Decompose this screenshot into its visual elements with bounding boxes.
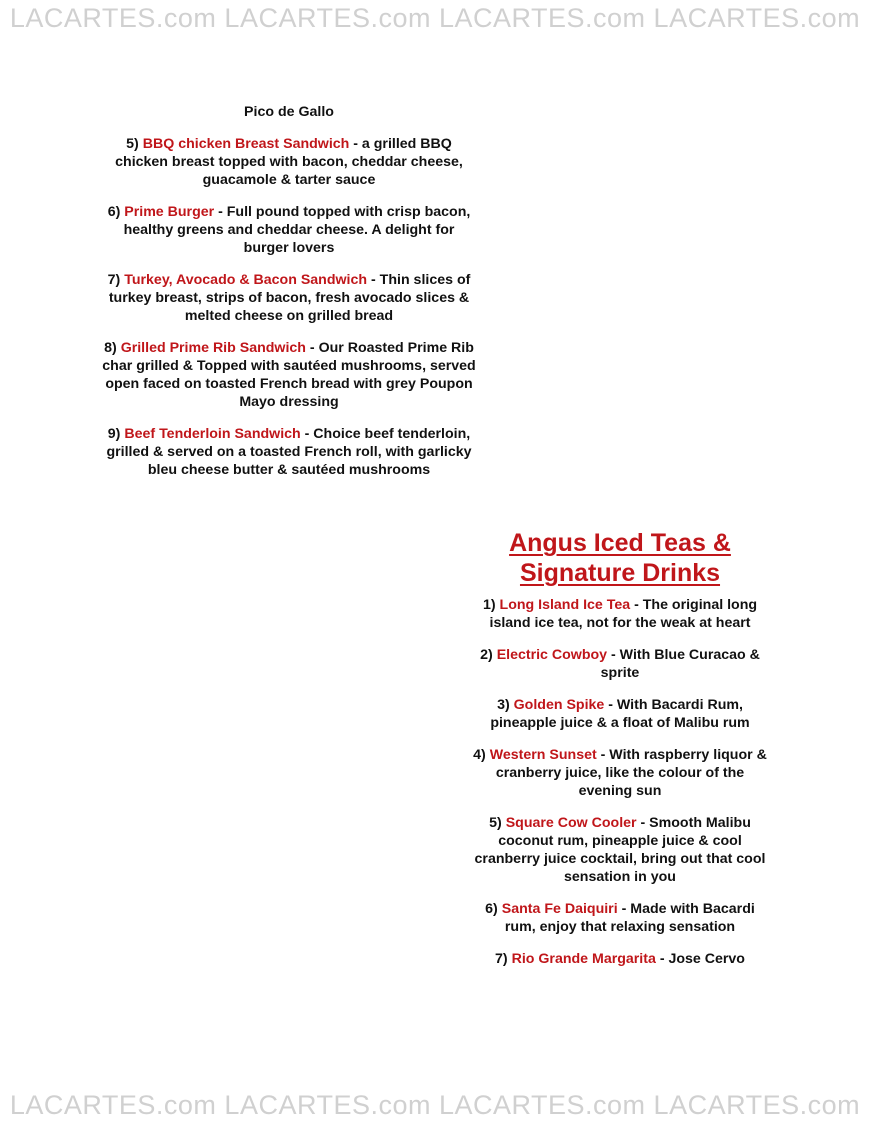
item-description: - Our Roasted Prime Rib char grilled & Topped with sautéed mushrooms, served open faced on toasted French bread with grey Poupon Mayo dressing — [102, 340, 476, 410]
item-name: Rio Grande Margarita — [511, 951, 656, 967]
item-number: 5) — [489, 815, 502, 831]
item-name: Turkey, Avocado & Bacon Sandwich — [124, 272, 368, 288]
menu-item — [470, 900, 770, 936]
item-number: 6) — [485, 901, 498, 917]
watermark-bottom: LACARTES.com LACARTES.com LACARTES.com LACARTES.com — [9, 1090, 861, 1120]
watermark-top: LACARTES.com LACARTES.com LACARTES.com LACARTES.com — [9, 3, 861, 33]
item-number: 5) — [126, 136, 139, 152]
menu-item — [100, 203, 478, 257]
menu-item — [470, 814, 770, 886]
item-number: 2) — [480, 647, 493, 663]
item-description: - a grilled BBQ chicken breast topped with bacon, cheddar cheese, guacamole & tarter sauce — [115, 136, 463, 188]
item-name: Golden Spike — [513, 697, 605, 713]
menu-item — [100, 271, 478, 325]
menu-item — [470, 646, 770, 682]
item-number: 7) — [495, 951, 508, 967]
item-name: Prime Burger — [124, 204, 215, 220]
item-number: 9) — [107, 426, 121, 442]
item-number: 7) — [107, 272, 121, 288]
item-description: - Choice beef tenderloin, grilled & served on a toasted French roll, with garlicky bleu cheese butter & sautéed mushrooms — [106, 426, 472, 478]
item-name: Western Sunset — [489, 747, 597, 763]
heading-line-2: Signature Drinks — [519, 559, 721, 587]
menu-item — [470, 696, 770, 732]
item-description: - Made with Bacardi rum, enjoy that relaxing sensation — [504, 901, 755, 935]
menu-item — [470, 746, 770, 800]
item-number: 1) — [482, 597, 496, 613]
item-name: Grilled Prime Rib Sandwich — [120, 340, 306, 356]
item-description: - Thin slices of turkey breast, strips of bacon, fresh avocado slices & melted cheese on grilled bread — [108, 272, 471, 324]
menu-item — [100, 135, 478, 189]
menu-item — [100, 339, 478, 411]
item-name: Electric Cowboy — [496, 647, 608, 663]
item-name: Beef Tenderloin Sandwich — [124, 426, 301, 442]
item-number: 4) — [473, 747, 486, 763]
menu-item — [470, 950, 770, 968]
item-description: - With raspberry liquor & cranberry juice, like the colour of the evening sun — [495, 747, 767, 799]
heading-line-1: Angus Iced Teas & — [509, 529, 731, 557]
drinks-menu-section — [470, 528, 770, 982]
menu-item — [100, 425, 478, 479]
item-description: - Smooth Malibu coconut rum, pineapple juice & cool cranberry juice cocktail, bring out that cool sensation in you — [474, 815, 766, 885]
item-description: - With Bacardi Rum, pineapple juice & a float of Malibu rum — [490, 697, 750, 731]
continued-line: Pico de Gallo — [244, 104, 334, 120]
item-description: - Jose Cervo — [655, 951, 745, 967]
item-name: Square Cow Cooler — [505, 815, 637, 831]
item-description: - With Blue Curacao & sprite — [600, 647, 760, 681]
item-name: Santa Fe Daiquiri — [501, 901, 618, 917]
item-description: - Full pound topped with crisp bacon, healthy greens and cheddar cheese. A delight for burger lovers — [123, 204, 471, 256]
item-number: 3) — [497, 697, 510, 713]
item-description: - The original long island ice tea, not for the weak at heart — [489, 597, 758, 631]
item-name: BBQ chicken Breast Sandwich — [142, 136, 350, 152]
sandwich-menu-section — [100, 103, 478, 493]
item-name: Long Island Ice Tea — [499, 597, 631, 613]
section-heading — [470, 528, 770, 588]
item-number: 8) — [104, 340, 117, 356]
item-number: 6) — [107, 204, 121, 220]
menu-item — [470, 596, 770, 632]
